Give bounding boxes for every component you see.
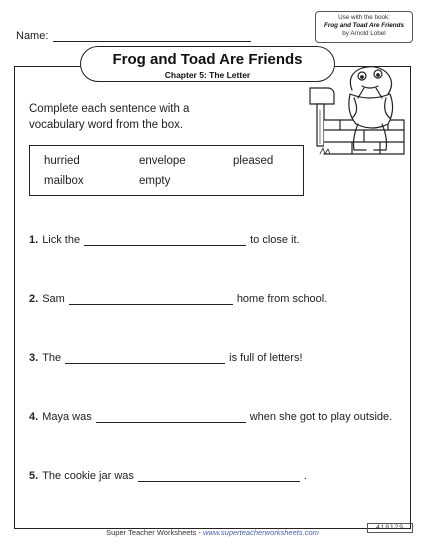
instructions-text: Complete each sentence with a vocabulary word from the box. (29, 103, 190, 131)
chapter-subtitle: Chapter 5: The Letter (164, 70, 251, 80)
name-blank-line[interactable] (53, 32, 251, 42)
vocab-word: empty (139, 175, 171, 187)
name-label: Name: (16, 30, 49, 42)
vocabulary-word-box (29, 145, 304, 196)
question-text-before: The (42, 352, 62, 364)
answer-blank[interactable] (138, 472, 300, 482)
footer-url-link[interactable]: www.superteacherworksheets.com (202, 528, 319, 537)
answer-blank[interactable] (96, 413, 246, 423)
name-field-row (16, 30, 251, 42)
question-text-after: . (303, 470, 307, 482)
book-note-intro: Use with the book: (338, 14, 390, 21)
worksheet-title: Frog and Toad Are Friends (112, 51, 303, 68)
mailbox-icon (310, 88, 334, 104)
question-number: 1. (29, 234, 39, 246)
answer-blank[interactable] (84, 236, 246, 246)
book-reference-box (315, 11, 413, 43)
question-4 (29, 411, 392, 423)
question-text-before: Maya was (42, 411, 92, 423)
question-text-after: home from school. (236, 293, 328, 305)
question-number: 3. (29, 352, 39, 364)
book-note-author: by Arnold Lobel (342, 30, 386, 37)
question-text-after: to close it. (250, 234, 300, 246)
footer-brand: Super Teacher Worksheets - (106, 528, 203, 537)
vocab-word: envelope (139, 155, 186, 167)
question-5 (29, 470, 307, 482)
answer-blank[interactable] (65, 354, 225, 364)
question-1 (29, 234, 300, 246)
question-text-before: Sam (42, 293, 65, 305)
vocab-word: mailbox (44, 175, 84, 187)
question-number: 4. (29, 411, 39, 423)
worksheet-code: 418129 (367, 523, 413, 533)
question-text-after: is full of letters! (229, 352, 303, 364)
vocab-word: pleased (233, 155, 274, 167)
question-text-before: Lick the (42, 234, 81, 246)
vocab-word: hurried (44, 155, 80, 167)
footer (0, 528, 425, 537)
question-3 (29, 352, 303, 364)
question-text-before: The cookie jar was (42, 470, 134, 482)
toad-mailbox-illustration (300, 60, 412, 160)
book-note-title: Frog and Toad Are Friends (324, 22, 404, 29)
question-2 (29, 293, 327, 305)
question-number: 5. (29, 470, 39, 482)
title-banner (80, 46, 335, 82)
question-text-after: when she got to play outside. (249, 411, 393, 423)
question-number: 2. (29, 293, 39, 305)
mailbox-post (317, 104, 324, 146)
answer-blank[interactable] (69, 295, 233, 305)
